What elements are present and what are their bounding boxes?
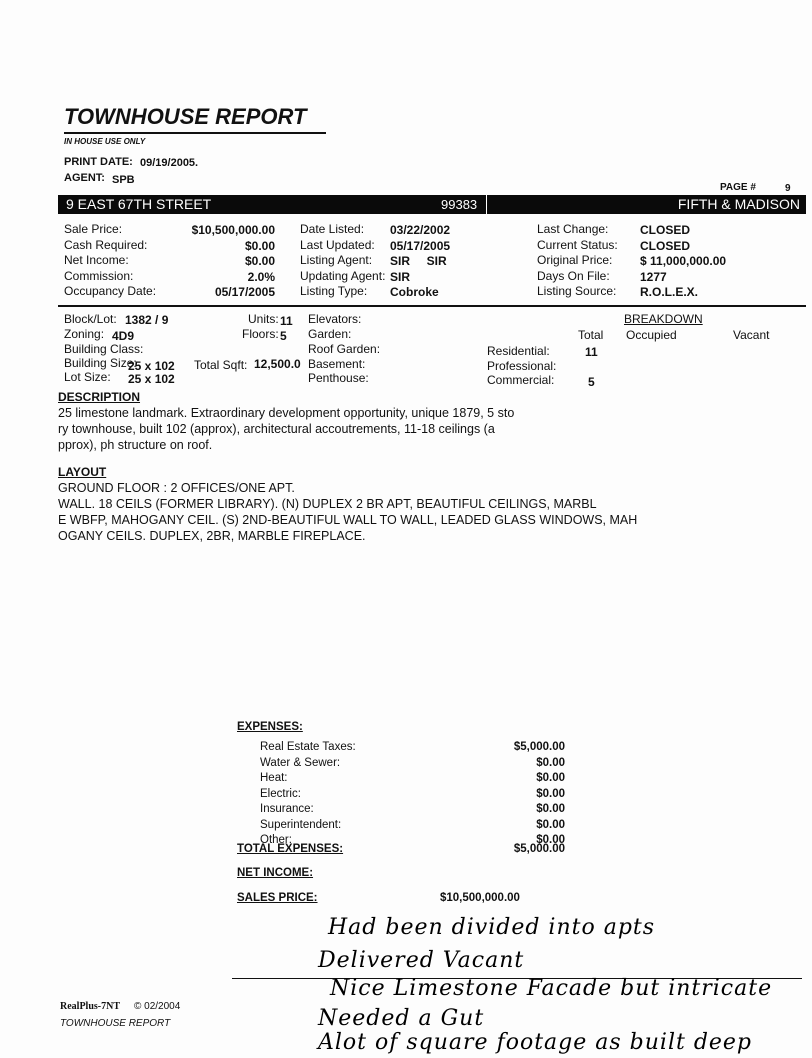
total-header: Total	[578, 328, 604, 342]
expense-label: Superintendent:	[260, 818, 342, 831]
detail-label: Original Price:	[537, 253, 613, 267]
total-expenses: $5,000.00	[513, 843, 565, 855]
bar-divider	[486, 195, 487, 214]
expense-label: Water & Sewer:	[260, 756, 341, 769]
expense-value: $0.00	[536, 803, 565, 815]
detail-value: 05/17/2005	[214, 285, 275, 299]
lot-size-label: Lot Size:	[64, 370, 111, 384]
handwritten-note-2: Delivered Vacant	[318, 948, 525, 973]
divider	[58, 305, 806, 307]
area: FIFTH & MADISON	[677, 196, 800, 212]
building-class-label: Building Class:	[64, 342, 144, 356]
address-bar	[58, 195, 806, 214]
detail-value: 05/17/2005	[390, 238, 451, 253]
expense-label: Insurance:	[260, 803, 314, 815]
expense-value: $0.00	[536, 834, 565, 846]
expenses-heading: EXPENSES:	[237, 721, 303, 733]
units-label: Units:	[248, 312, 279, 326]
address: 9 EAST 67TH STREET	[66, 196, 212, 212]
zoning-label: Zoning:	[64, 327, 105, 341]
floors-label: Floors:	[242, 327, 279, 341]
subtitle: IN HOUSE USE ONLY	[64, 137, 146, 146]
breakdown-heading: BREAKDOWN	[624, 312, 703, 326]
units: 11	[280, 314, 293, 328]
layout-heading: LAYOUT	[58, 465, 107, 479]
expense-label: Real Estate Taxes:	[260, 741, 356, 753]
handwritten-note-5: Alot of square footage as built deep	[318, 1030, 753, 1055]
net-income-label: NET INCOME:	[237, 867, 314, 879]
handwritten-note-3: Nice Limestone Facade but intricate	[330, 976, 773, 1001]
detail-value: CLOSED	[640, 223, 691, 237]
description-line: ry townhouse, built 102 (approx), architectural accoutrements, 11-18 ceilings (a	[58, 422, 495, 436]
detail-value: $ 11,000,000.00	[640, 254, 727, 268]
detail-value: $10,500,000.00	[191, 223, 275, 237]
expense-value: $0.00	[536, 787, 565, 800]
expense-value: $0.00	[536, 818, 565, 831]
agent-label: AGENT:	[64, 172, 105, 184]
handwritten-note-1: Had been divided into apts	[328, 915, 656, 940]
vacant-header: Vacant	[733, 328, 770, 342]
detail-value: SIR	[390, 269, 411, 284]
detail-value: 03/22/2002	[390, 223, 451, 237]
detail-value: $0.00	[244, 254, 275, 268]
detail-value: Cobroke	[390, 285, 439, 299]
lot-size: 25 x 102	[128, 372, 175, 386]
detail-label: Occupancy Date:	[64, 284, 157, 298]
expense-value: $0.00	[536, 772, 565, 784]
detail-value: R.O.L.E.X.	[640, 285, 699, 299]
layout-line: OGANY CEILS. DUPLEX, 2BR, MARBLE FIREPLACE.	[58, 529, 366, 543]
residential-label: Residential:	[487, 344, 550, 358]
block-lot: 1382 / 9	[125, 313, 169, 327]
sales-price-label: SALES PRICE:	[237, 892, 318, 904]
detail-value: 1277	[640, 269, 667, 284]
page-label: PAGE #	[720, 182, 756, 193]
detail-value: 2.0%	[247, 269, 275, 284]
elevators-label: Elevators:	[308, 312, 362, 326]
residential: 11	[585, 345, 598, 359]
layout-line: E WBFP, MAHOGANY CEIL. (S) 2ND-BEAUTIFUL WALL TO WALL, LEADED GLASS WINDOWS, MAH	[58, 513, 638, 527]
expense-label: Electric:	[260, 787, 301, 800]
roof-garden-label: Roof Garden:	[308, 342, 381, 356]
zoning: 4D9	[112, 329, 135, 343]
building-size: 25 x 102	[128, 359, 175, 373]
layout-line: GROUND FLOOR : 2 OFFICES/ONE APT.	[58, 481, 295, 495]
floors: 5	[280, 329, 287, 343]
sales-price: $10,500,000.00	[440, 892, 520, 904]
footer-copyright: © 02/2004	[134, 1001, 181, 1012]
expense-label: Other:	[260, 834, 292, 846]
detail-value: $0.00	[244, 238, 275, 253]
basement-label: Basement:	[308, 357, 366, 371]
detail-label: Net Income:	[64, 253, 129, 267]
detail-label: Last Updated:	[300, 237, 375, 252]
detail-label: Updating Agent:	[300, 268, 386, 283]
page-number: 9	[785, 183, 791, 194]
building-size-label: Building Size:	[64, 356, 137, 370]
title-underline	[64, 132, 326, 134]
detail-label: Cash Required:	[64, 237, 148, 252]
footer-product: RealPlus-7NT	[60, 1001, 120, 1012]
block-lot-label: Block/Lot:	[64, 312, 117, 326]
detail-label: Listing Agent:	[300, 253, 373, 267]
footer-report: TOWNHOUSE REPORT	[60, 1018, 171, 1029]
description-heading: DESCRIPTION	[58, 390, 141, 404]
expense-value: $5,000.00	[513, 741, 565, 753]
total-expenses-label: TOTAL EXPENSES:	[237, 843, 344, 855]
detail-label: Listing Source:	[537, 284, 617, 298]
detail-label: Date Listed:	[300, 222, 365, 236]
garden-label: Garden:	[308, 327, 352, 341]
print-date-label: PRINT DATE:	[64, 156, 133, 168]
detail-label: Last Change:	[537, 222, 609, 236]
print-date: 09/19/2005.	[140, 157, 199, 169]
penthouse-label: Penthouse:	[308, 371, 369, 385]
commercial-label: Commercial:	[487, 373, 555, 387]
expense-value: $0.00	[536, 756, 565, 769]
handwritten-note-4: Needed a Gut	[318, 1006, 485, 1031]
expense-label: Heat:	[260, 772, 288, 784]
listing-id: 99383	[441, 197, 478, 212]
detail-value: CLOSED	[640, 238, 691, 253]
description-line: pprox), ph structure on roof.	[58, 438, 213, 452]
total-sqft: 12,500.0	[254, 357, 301, 371]
detail-value: SIR SIR	[390, 254, 447, 268]
layout-line: WALL. 18 CEILS (FORMER LIBRARY). (N) DUPLEX 2 BR APT, BEAUTIFUL CEILINGS, MARBL	[58, 497, 597, 511]
detail-label: Listing Type:	[300, 284, 368, 298]
detail-label: Current Status:	[537, 237, 618, 252]
detail-label: Days On File:	[537, 268, 610, 283]
detail-label: Sale Price:	[64, 222, 123, 236]
occupied-header: Occupied	[626, 328, 677, 342]
total-sqft-label: Total Sqft:	[194, 358, 248, 372]
description-line: 25 limestone landmark. Extraordinary development opportunity, unique 1879, 5 sto	[58, 406, 515, 420]
professional-label: Professional:	[487, 359, 557, 373]
commercial: 5	[588, 375, 595, 389]
detail-label: Commission:	[64, 268, 134, 283]
report-title: TOWNHOUSE REPORT	[64, 104, 307, 129]
agent: SPB	[112, 174, 135, 186]
